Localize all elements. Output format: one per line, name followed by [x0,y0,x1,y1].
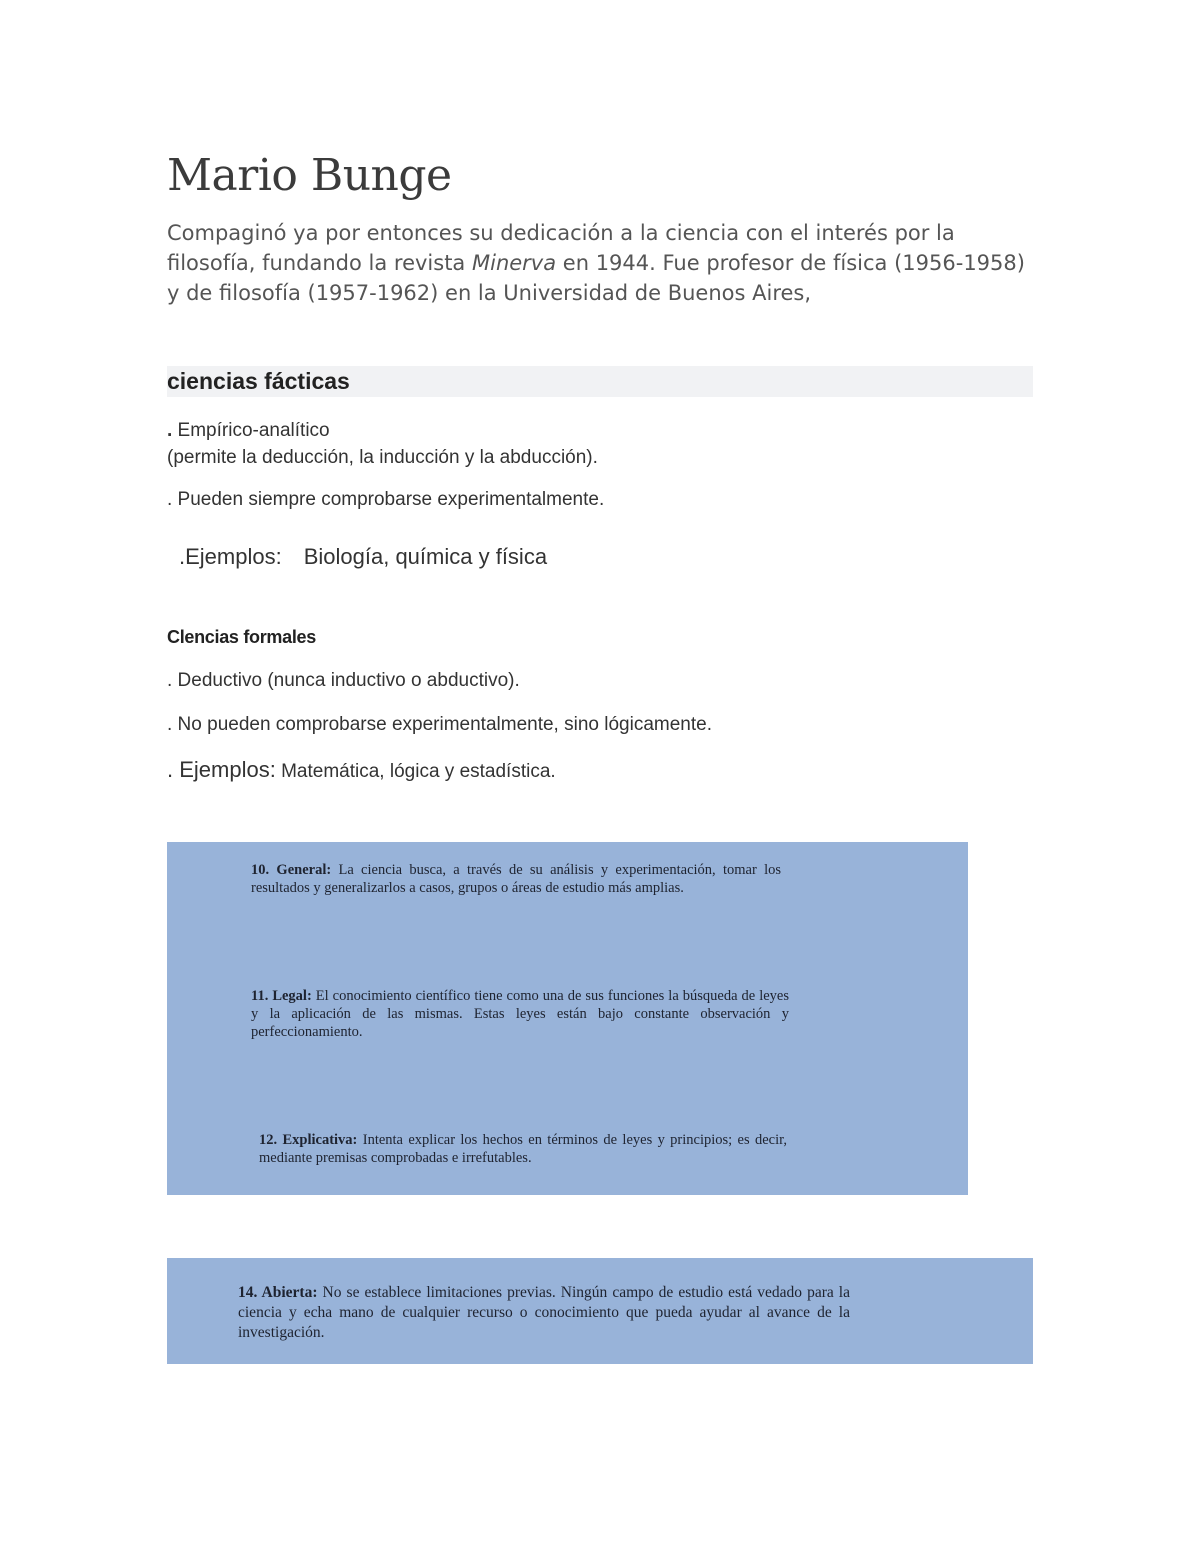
characteristic-10-label: 10. General: [251,862,332,878]
factual-examples-label: .Ejemplos: [179,544,282,569]
formal-examples-label: . Ejemplos: [167,757,276,782]
document-title: Mario Bunge [167,150,452,201]
intro-paragraph [167,218,1037,308]
characteristic-11-label: 11. Legal: [251,988,312,1004]
formal-bullet-3 [167,757,556,783]
bullet-dot: . [167,420,173,441]
characteristic-12 [259,1131,787,1167]
characteristic-14-text: No se establece limitaciones previas. Ningún campo de estudio está vedado para la ciencia y echa mano de cualquier recurso o conocimiento que pueda ayudar al avance de la investigación. [238,1284,850,1341]
characteristic-14 [238,1283,850,1343]
characteristic-12-text: Intenta explicar los hechos en términos de leyes y principios; es decir, mediante premisas comprobadas e irrefutables. [259,1132,787,1166]
characteristic-10 [251,861,781,897]
characteristic-11 [251,987,789,1041]
factual-examples-value: Biología, química y física [303,544,548,569]
characteristic-11-text: El conocimiento científico tiene como una de sus funciones la búsqueda de leyes y la aplicación de las mismas. Estas leyes están bajo constante observación y perfeccionamiento. [251,988,789,1040]
characteristic-12-label: 12. Explicativa: [259,1132,358,1148]
open-characteristic-box [167,1258,1033,1364]
factual-bullet-1 [167,420,330,442]
formal-bullet-2: . No pueden comprobarse experimentalmente, sino lógicamente. [167,714,712,735]
intro-text-start: Compaginó ya por entonces su dedicación a la ciencia con el interés por la filosofía, fundando la revista [167,221,955,275]
characteristics-box [167,842,968,1195]
factual-bullet-2: . Pueden siempre comprobarse experimentalmente. [167,489,605,510]
formal-examples-value: Matemática, lógica y estadística. [275,761,556,782]
factual-examples [179,544,547,570]
factual-bullet-1-sub: (permite la deducción, la inducción y la abducción). [167,447,598,468]
factual-sciences-heading: ciencias fácticas [167,368,350,394]
journal-name: Minerva [471,251,557,275]
factual-bullet-1-text: Empírico-analítico [172,420,330,441]
characteristic-10-text: La ciencia busca, a través de su análisis y experimentación, tomar los resultados y generalizarlos a casos, grupos o áreas de estudio más amplias. [251,862,781,896]
formal-bullet-1: . Deductivo (nunca inductivo o abductivo). [167,670,520,691]
characteristic-14-label: 14. Abierta: [238,1284,318,1301]
factual-sciences-heading-band [167,366,1033,397]
intro-text-end: en 1944. Fue profesor de física (1956-1958) y de filosofía (1957-1962) en la Universidad de Buenos Aires, [167,251,1025,305]
formal-sciences-heading: Clencias formales [167,627,316,647]
